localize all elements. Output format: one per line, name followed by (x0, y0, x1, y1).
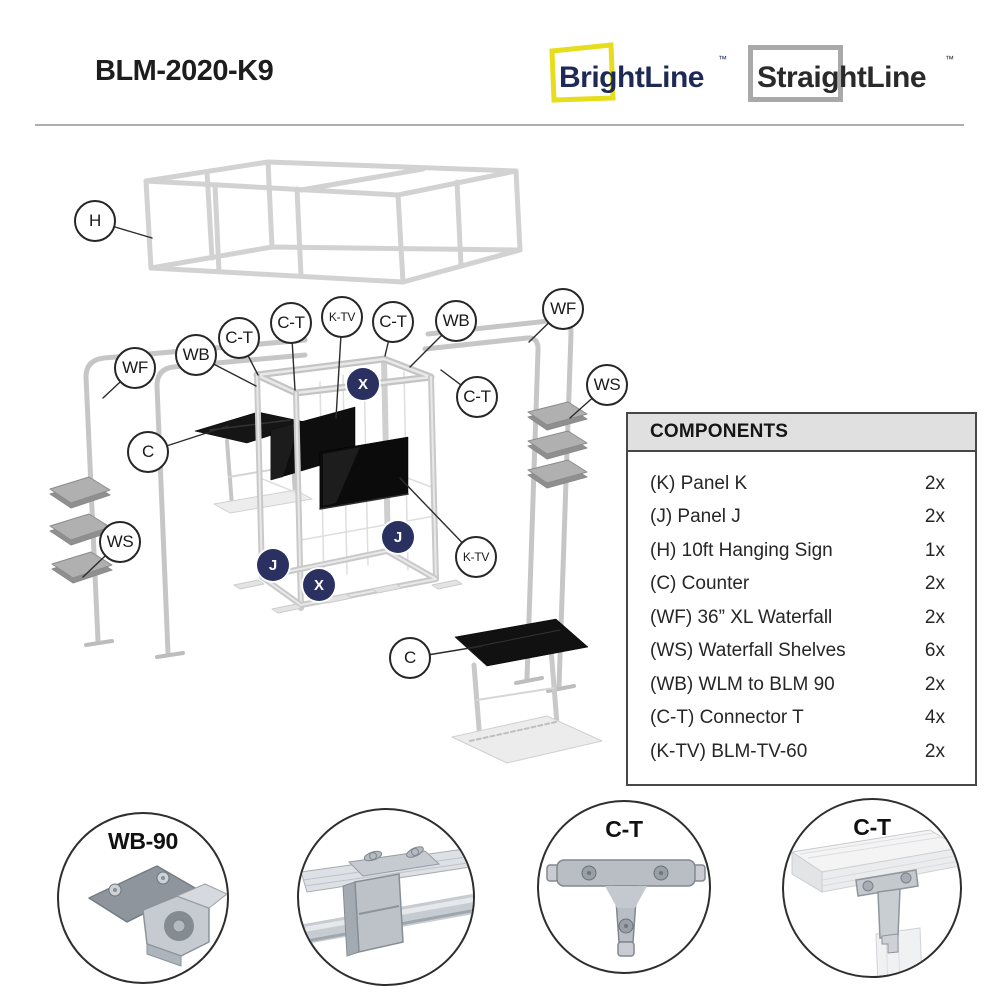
leader-line (400, 478, 461, 542)
component-label: (K-TV) BLM-TV-60 (650, 740, 808, 762)
component-row (628, 735, 975, 769)
component-label: (WS) Waterfall Shelves (650, 640, 846, 662)
leader-line (529, 324, 548, 342)
components-rows (628, 452, 975, 769)
page-title: BLM-2020-K9 (95, 55, 274, 87)
callout-c-t: C-T (372, 301, 414, 343)
component-qty: 2x (924, 472, 945, 494)
component-qty: 2x (924, 673, 945, 695)
component-label: (J) Panel J (650, 506, 741, 528)
component-label: (K) Panel K (650, 472, 748, 494)
component-row (628, 668, 975, 702)
component-qty: 2x (924, 606, 945, 628)
straightline-tm: ™ (945, 54, 954, 64)
callout-c-t: C-T (456, 376, 498, 418)
leader-line (410, 336, 441, 367)
detail-circle-ct-installed (782, 798, 962, 978)
brightline-wordmark: BrightLine (559, 61, 704, 94)
panel-badge-x: X (347, 368, 379, 400)
component-label: (H) 10ft Hanging Sign (650, 539, 833, 561)
component-label: (C-T) Connector T (650, 707, 804, 729)
component-qty: 4x (924, 707, 945, 729)
hanging-sign-frame (146, 162, 520, 282)
leader-line (215, 365, 256, 386)
component-row (628, 534, 975, 568)
callout-wf: WF (542, 288, 584, 330)
component-qty: 2x (924, 740, 945, 762)
callout-k-tv: K-TV (321, 296, 363, 338)
component-row (628, 601, 975, 635)
leader-line (385, 342, 388, 356)
callout-k-tv: K-TV (455, 536, 497, 578)
leader-line (441, 370, 460, 384)
callout-c: C (127, 431, 169, 473)
component-qty: 1x (924, 539, 945, 561)
component-qty: 2x (924, 573, 945, 595)
component-label: (WB) WLM to BLM 90 (650, 673, 835, 695)
component-row (628, 501, 975, 535)
component-row (628, 635, 975, 669)
components-table-header: COMPONENTS (628, 414, 975, 452)
panel-badge-j: J (257, 549, 289, 581)
panel-badge-j: J (382, 521, 414, 553)
detail-label: C-T (853, 814, 891, 840)
callout-h: H (74, 200, 116, 242)
callout-ws: WS (99, 521, 141, 563)
detail-circle-ct-connector (537, 800, 711, 974)
component-qty: 2x (924, 506, 945, 528)
callout-wb: WB (435, 300, 477, 342)
left-waterfall-shelves (50, 477, 112, 583)
component-qty: 6x (924, 640, 945, 662)
leader-line (336, 338, 341, 418)
callout-c-t: C-T (270, 302, 312, 344)
callout-wf: WF (114, 347, 156, 389)
leader-line (103, 382, 120, 398)
right-waterfall-shelves (528, 402, 587, 488)
callout-c: C (389, 637, 431, 679)
brightline-tm: ™ (718, 54, 727, 64)
lower-counter (452, 619, 602, 763)
panel-badge-x: X (303, 569, 335, 601)
callout-wb: WB (175, 334, 217, 376)
detail-circle-rail-clamp (297, 808, 475, 986)
detail-circle-wb90 (57, 812, 229, 984)
component-row (628, 467, 975, 501)
component-row (628, 702, 975, 736)
straightline-wordmark: StraightLine (757, 61, 927, 94)
component-label: (C) Counter (650, 573, 750, 595)
callout-c-t: C-T (218, 317, 260, 359)
component-row (628, 568, 975, 602)
components-table (626, 412, 977, 786)
detail-label: C-T (605, 816, 643, 842)
detail-label: WB-90 (107, 828, 179, 854)
rail-clamp-illustration (299, 810, 475, 986)
callout-ws: WS (586, 364, 628, 406)
component-label: (WF) 36” XL Waterfall (650, 606, 833, 628)
